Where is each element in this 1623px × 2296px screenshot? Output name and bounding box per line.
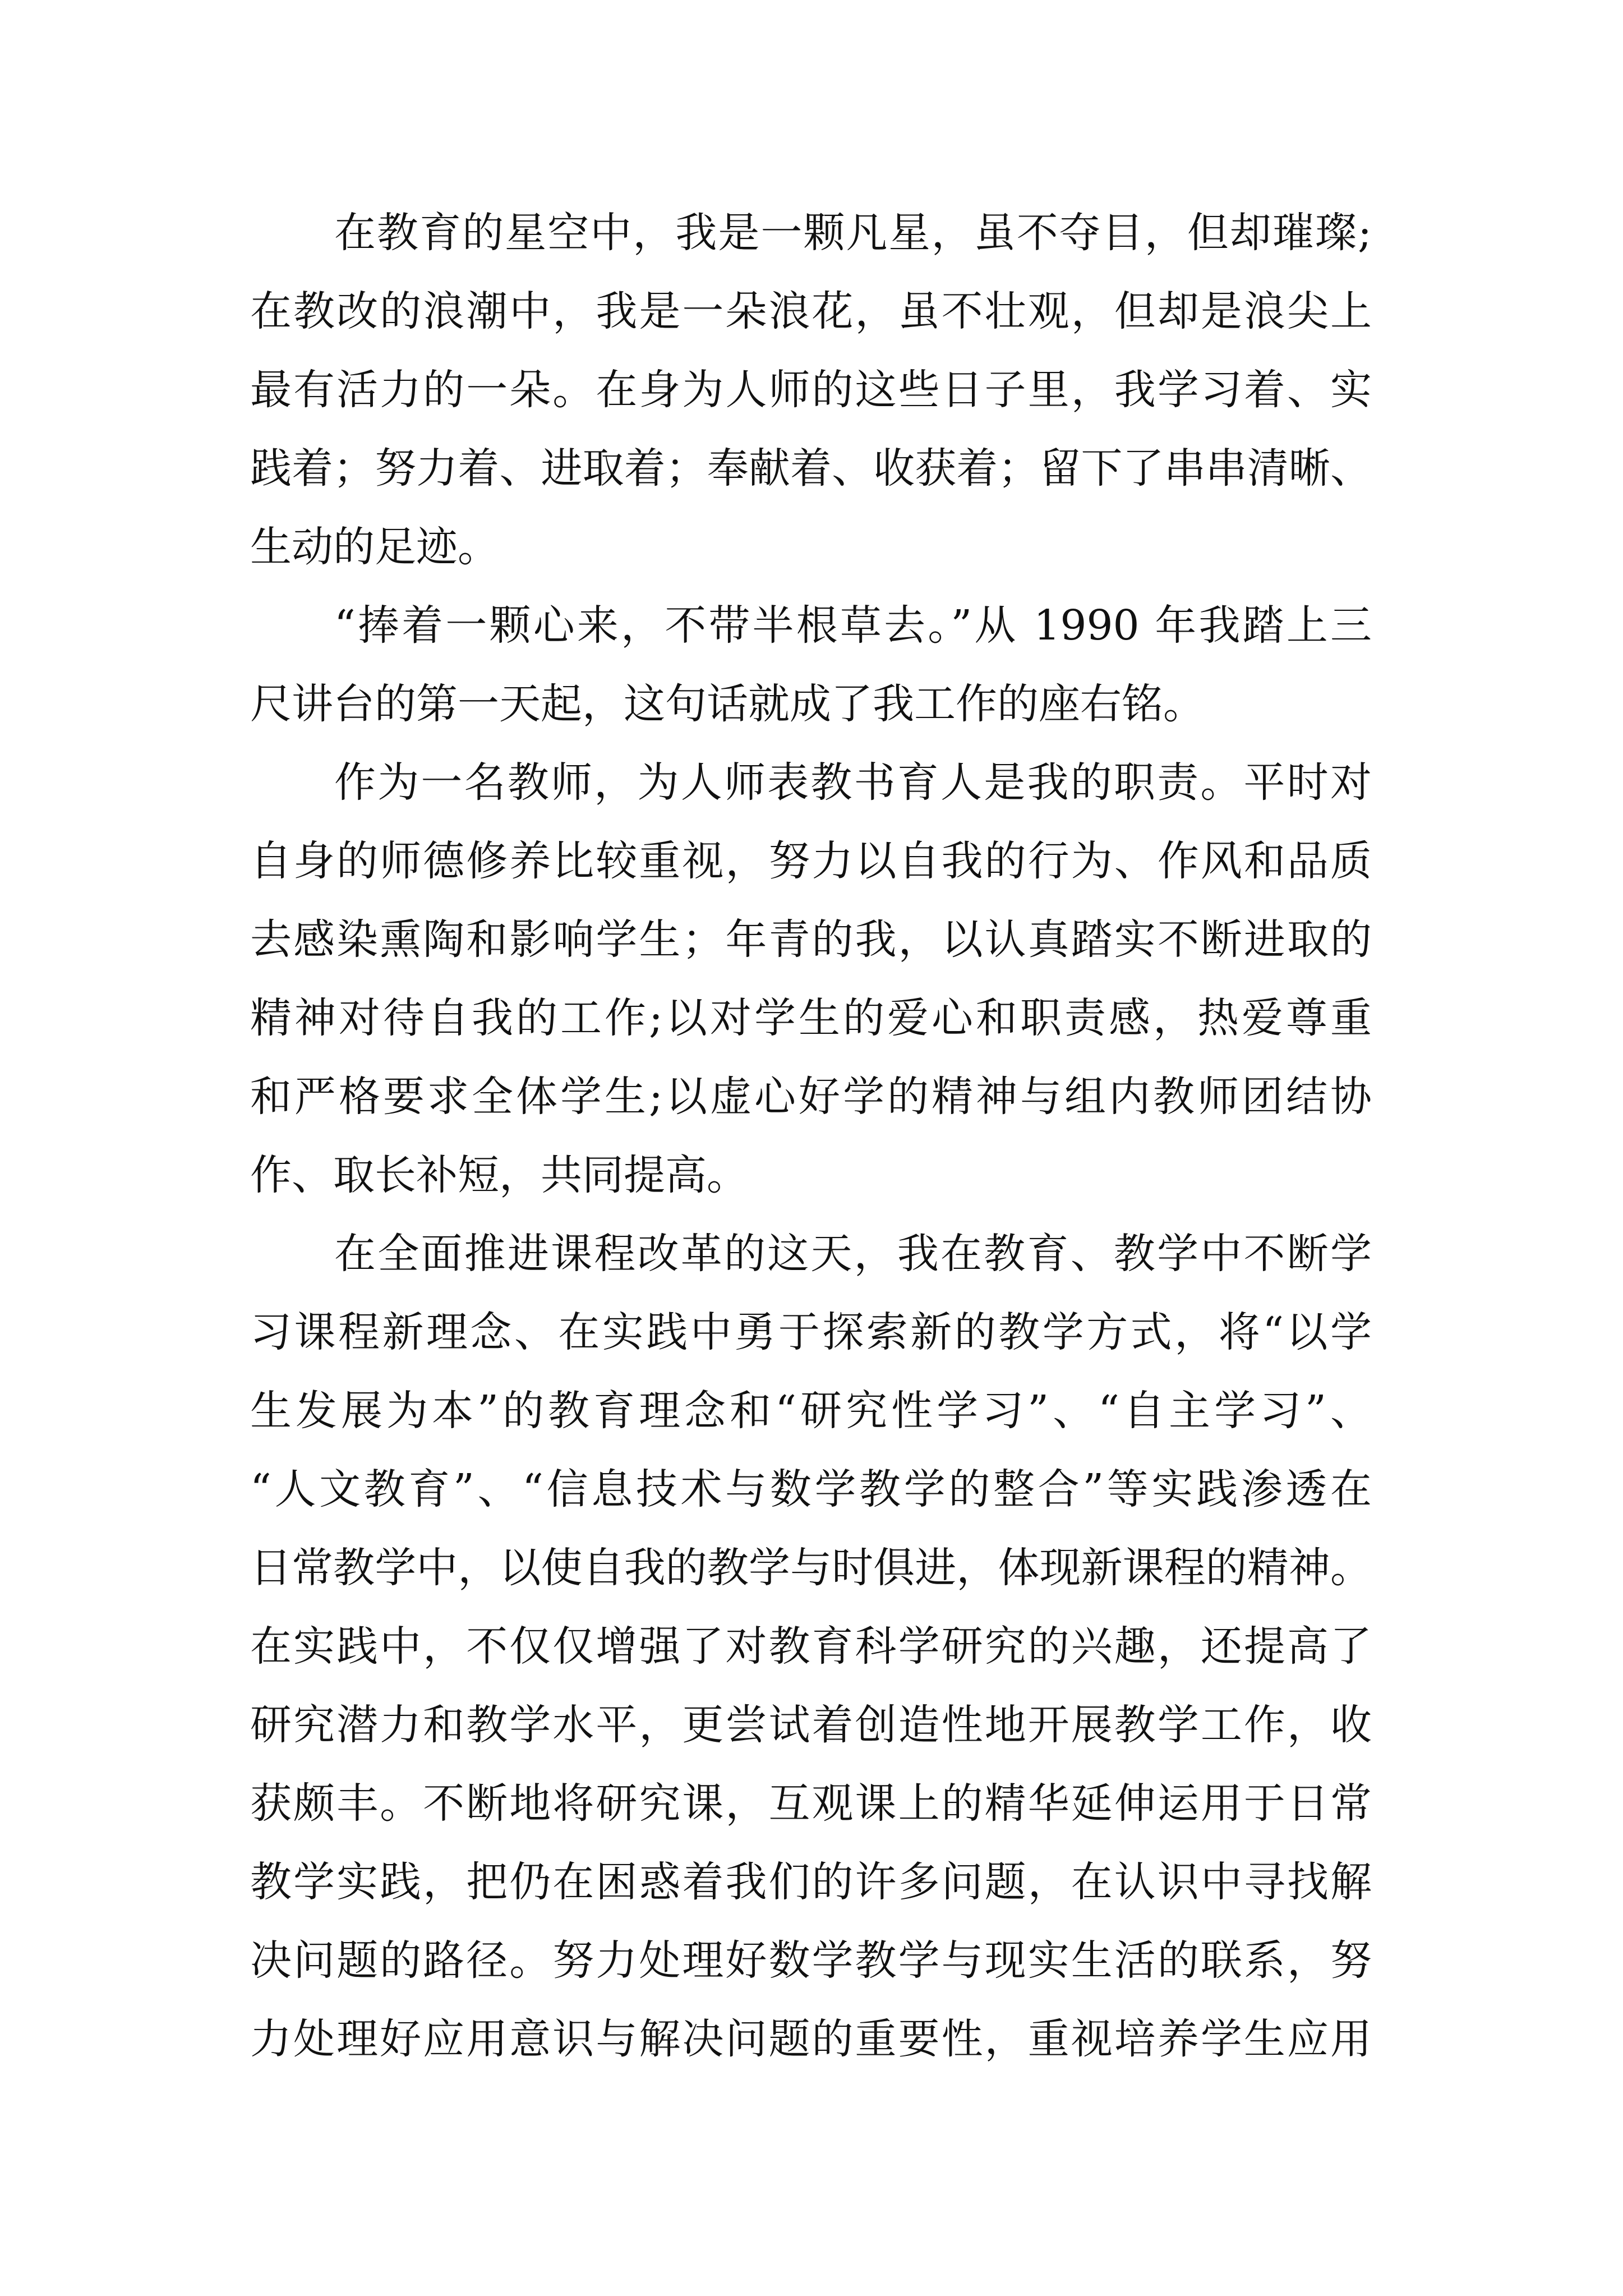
text-line: 自身的师德修养比较重视，努力以自我的行为、作风和品质 [250,837,1372,885]
text-line: 作为一名教师，为人师表教书育人是我的职责。平时对 [334,758,1372,807]
text-line: 研究潜力和教学水平，更尝试着创造性地开展教学工作，收 [250,1701,1372,1749]
text-line: 精神对待自我的工作;以对学生的爱心和职责感，热爱尊重 [250,994,1372,1042]
text-line: 作、取长补短，共同提高。 [250,1151,748,1199]
text-line: 在实践中，不仅仅增强了对教育科学研究的兴趣，还提高了 [250,1622,1372,1671]
text-line: 生发展为本”的教育理念和“研究性学习”、“自主学习”、 [250,1387,1372,1435]
text-line: “捧着一颗心来，不带半根草去。”从 1990 年我踏上三 [334,601,1372,650]
text-line: 获颇丰。不断地将研究课，互观课上的精华延伸运用于日常 [250,1779,1372,1828]
text-line: 日常教学中，以使自我的教学与时俱进，体现新课程的精神。 [250,1544,1372,1592]
text-line: 在全面推进课程改革的这天，我在教育、教学中不断学 [334,1230,1372,1278]
text-line: 教学实践，把仍在困惑着我们的许多问题，在认识中寻找解 [250,1858,1372,1906]
text-line: 在教改的浪潮中，我是一朵浪花，虽不壮观，但却是浪尖上 [250,287,1372,335]
text-line: 习课程新理念、在实践中勇于探索新的教学方式，将“以学 [250,1308,1372,1356]
text-line: “人文教育”、“信息技术与数学教学的整合”等实践渗透在 [250,1465,1372,1513]
text-line: 最有活力的一朵。在身为人师的这些日子里，我学习着、实 [250,366,1372,414]
text-line: 去感染熏陶和影响学生；年青的我，以认真踏实不断进取的 [250,915,1372,964]
text-line: 尺讲台的第一天起，这句话就成了我工作的座右铭。 [250,680,1205,728]
text-line: 力处理好应用意识与解决问题的重要性，重视培养学生应用 [250,2015,1372,2063]
text-line: 决问题的路径。努力处理好数学教学与现实生活的联系，努 [250,1936,1372,1985]
text-line: 生动的足迹。 [250,523,499,571]
text-line: 在教育的星空中，我是一颗凡星，虽不夺目，但却璀璨; [334,209,1372,257]
text-line: 和严格要求全体学生;以虚心好学的精神与组内教师团结协 [250,1073,1372,1121]
text-line: 践着；努力着、进取着；奉献着、收获着；留下了串串清晰、 [250,444,1372,493]
